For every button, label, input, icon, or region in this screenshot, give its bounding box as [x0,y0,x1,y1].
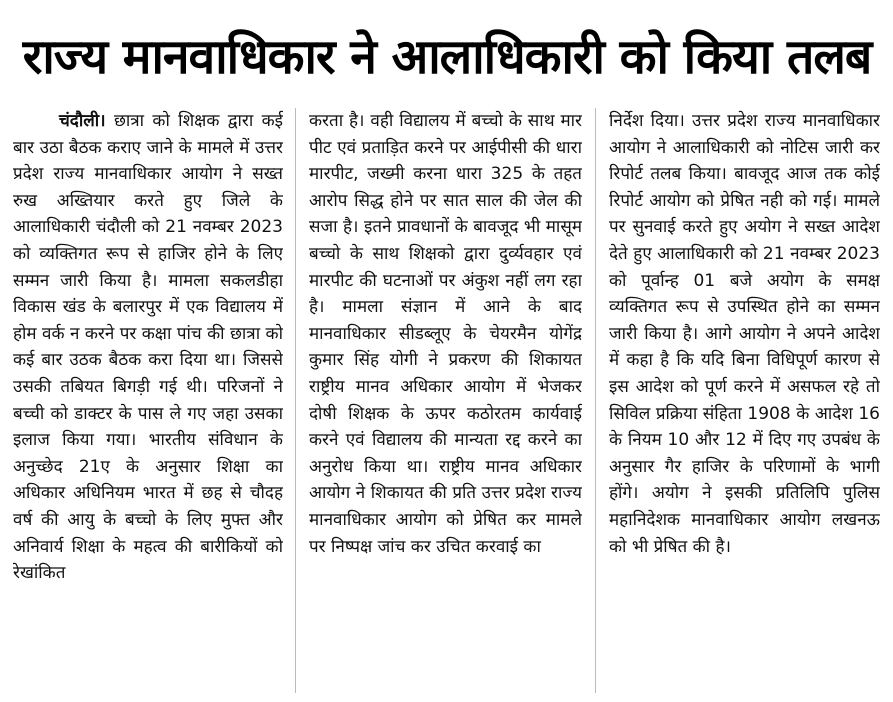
article-column-2 [309,108,582,698]
article-column-3 [609,108,880,698]
column-divider [295,108,296,693]
dateline: चंदौली। [59,111,106,131]
headline: राज्य मानवाधिकार ने आलाधिकारी को किया तलब [22,29,872,85]
body-text: निर्देश दिया। उत्तर प्रदेश राज्य मानवाधिकार आयोग ने आलाधिकारी को नोटिस जारी कर रिपोर्ट तलब किया। बावजूद आज तक कोई रिपोर्ट आयोग को प्रेषित नही को गई। मामले पर सुनवाई करते हुए अयोग ने सख्त आदेश देते हुए आलाधिकारी को 21 नवम्बर 2023 को पूर्वान्ह 01 बजे अयोग के समक्ष व्यक्तिगत रूप से उपस्थित होने का सम्मन जारी किया है। आगे आयोग ने अपने आदेश में कहा है कि यदि बिना विधिपूर्ण कारण से इस आदेश को पूर्ण करने में असफल रहे तो सिविल प्रक्रिया संहिता 1908 के आदेश 16 के नियम 10 और 12 में दिए गए उपबंध के अनुसार गैर हाजिर के परिणामों के भागी होंगे। अयोग ने इसकी प्रतिलिपि पुलिस महानिदेशक मानवाधिकार आयोग लखनऊ को भी प्रेषित की है। [609,111,880,557]
column-divider [595,108,596,693]
body-text: करता है। वही विद्यालय में बच्चो के साथ मार पीट एवं प्रताड़ित करने पर आईपीसी की धारा मारपीट, जख्मी करना धारा 325 के तहत आरोप सिद्ध होने पर सात साल की जेल की सजा है। इतने प्रावधानों के बावजूद भी मासूम बच्चो के साथ शिक्षको द्वारा दुर्व्यवहार एवं मारपीट की घटनाओं पर अंकुश नहीं लग रहा है। मामला संज्ञान में आने के बाद मानवाधिकार सीडब्लूए के चेयरमैन योगेंद्र कुमार सिंह योगी ने प्रकरण की शिकायत राष्ट्रीय मानव अधिकार आयोग में भेजकर दोषी शिक्षक के ऊपर कठोरतम कार्यवाई करने एवं विद्यालय की मान्यता रद्द करने का अनुरोध किया था। राष्ट्रीय मानव अधिकार आयोग ने शिकायत की प्रति उत्तर प्रदेश राज्य मानवाधिकार आयोग को प्रेषित कर मामले पर निष्पक्ष जांच कर उचित करवाई का [309,111,582,557]
paragraph [13,108,283,587]
body-text: छात्रा को शिक्षक द्वारा कई बार उठा बैठक कराए जाने के मामले में उत्तर प्रदेश राज्य मानवाधिकार आयोग ने सख्त रुख अख्तियार करते हुए जिले के आलाधिकारी चंदौली को 21 नवम्बर 2023 को व्यक्तिगत रूप से हाजिर होने के लिए सम्मन जारी किया है। मामला सकलडीहा विकास खंड के बलारपुर में एक विद्यालय में होम वर्क न करने पर कक्षा पांच की छात्रा को कई बार उठक बैठक करा दिया था। जिससे उसकी तबियत बिगड़ी गई थी। परिजनों ने बच्ची को डाक्टर के पास ले गए जहा उसका इलाज किया गया। भारतीय संविधान के अनुच्छेद 21ए के अनुसार शिक्षा का अधिकार अधिनियम भारत में छह से चौदह वर्ष की आयु के बच्चो के लिए मुफ्त और अनिवार्य शिक्षा के महत्व की बारीकियों को रेखांकित [13,111,283,584]
article-column-1 [13,108,283,698]
